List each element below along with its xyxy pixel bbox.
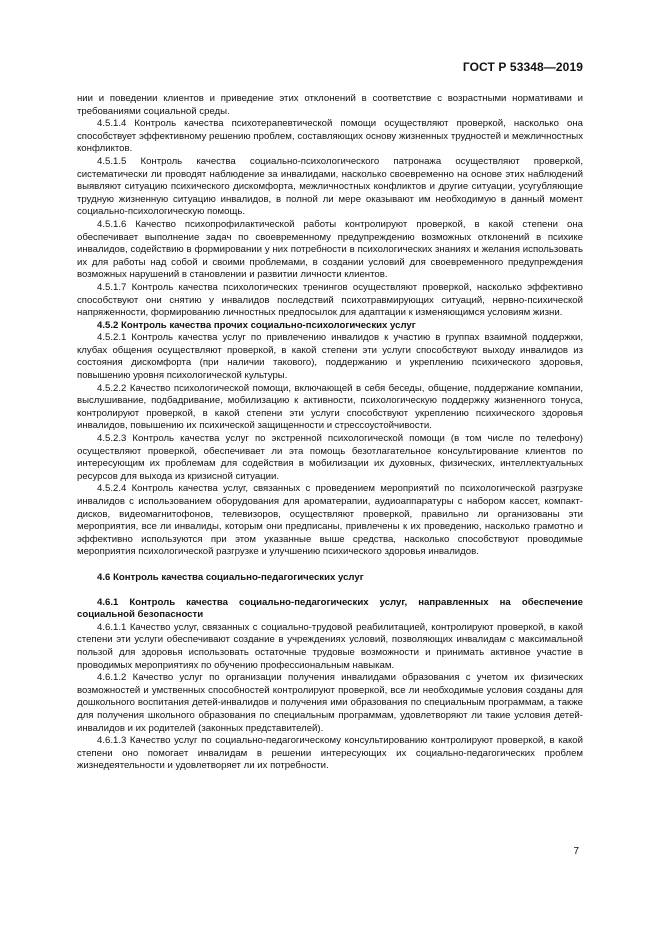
clause-paragraph: 4.5.1.5 Контроль качества социально-психологического патронажа осуществляют проверкой, систематически ли проводят наблюдение за инвалидами, насколько своевременно на основе этих наблюдений выявляют ситуацию психического дискомфорта, межличностных конфликтов и другие ситуации, усугубляющие трудную жизненную ситуацию инвалидов, в полной ли мере оказывают им необходимую в данный момент социально-психологическую помощь. (77, 155, 583, 218)
page-number: 7 (573, 846, 579, 857)
subsection-heading: 4.6.1 Контроль качества социально-педагогических услуг, направленных на обеспечение социальной безопасности (77, 596, 583, 621)
clause-paragraph: 4.5.2.1 Контроль качества услуг по привлечению инвалидов к участию в группах взаимной поддержки, клубах общения осуществляют проверкой, в какой степени эти услуги способствуют выходу инвалидов из состояния дискомфорта (при наличии такового), поддержанию и укреплению психического здоровья, повышению уровня психологической культуры. (77, 332, 583, 382)
clause-paragraph: 4.6.1.1 Качество услуг, связанных с социально-трудовой реабилитацией, контролируют проверкой, в какой степени эти услуги обеспечивают создание в учреждениях условий, позволяющих инвалидам с максимальной пользой для здоровья использовать остаточные трудовые возможности и принимать активное участие в проводимых мероприятиях по обучению профессиональным навыкам. (77, 621, 583, 671)
continued-paragraph: нии и поведении клиентов и приведение этих отклонений в соответствие с возрастными нормативами и требованиями социальной среды. (77, 93, 583, 117)
subsection-heading: 4.5.2 Контроль качества прочих социально-психологических услуг (97, 319, 416, 331)
clause-paragraph: 4.6.1.2 Качество услуг по организации получения инвалидами образования с учетом их физических возможностей и умственных способностей контролируют проверкой, все ли необходимые условия созданы для дошкольного воспитания детей-инвалидов и получения ими образования по специальным программам, а также для получения школьного образования по специальным программам, удовлетворяют ли такие условия детей-инвалидов и их родителей (законных представителей). (77, 672, 583, 734)
clause-paragraph: 4.5.1.6 Качество психопрофилактической работы контролируют проверкой, в какой степени она обеспечивает выполнение задач по своевременному предупреждению возможных отклонений в психике инвалидов, содействию в формировании у них потребности в психологических знаниях и желания использовать их для работы над собой и своими проблемами, в создании условий для своевременного предупреждения возможных нарушений в становлении и развитии личности клиентов. (77, 218, 583, 281)
clause-paragraph: 4.5.2.4 Контроль качества услуг, связанных с проведением мероприятий по психологической разгрузке инвалидов с использованием оборудования для ароматерапии, аудиоаппаратуры с набором кассет, компакт-дисков, видеомагнитофонов, телевизоров, осуществляют проверкой, правильно ли организованы эти мероприятия, все ли инвалиды, которым они предписаны, привлечены к их проведению, насколько грамотно и эффективно используются при этом указанные выше средства, насколько способствуют проводимые мероприятия психологической разгрузке и улучшению психического здоровья инвалидов. (77, 483, 583, 558)
section-heading: 4.6 Контроль качества социально-педагогических услуг (97, 571, 364, 583)
clause-paragraph: 4.5.2.3 Контроль качества услуг по экстренной психологической помощи (в том числе по телефону) осуществляют проверкой, обеспечивает ли эта помощь безотлагательное консультирование клиентов по интересующим их проблемам для содействия в мобилизации их духовных, физических, интеллектуальных ресурсов для выхода из кризисной ситуации. (77, 433, 583, 482)
clause-paragraph: 4.6.1.3 Качество услуг по социально-педагогическому консультированию контролируют проверкой, в какой степени оно помогает инвалидам в решении интересующих их социально-педагогических проблем жизнедеятельности и удовлетворяет ли их потребности. (77, 735, 583, 772)
standard-header: ГОСТ Р 53348—2019 (462, 60, 583, 74)
clause-paragraph: 4.5.2.2 Качество психологической помощи, включающей в себя беседы, общение, поддержание компании, выслушивание, подбадривание, мобилизацию к активности, психологическую поддержку жизненного тонуса, контролируют проверкой, в какой степени эти услуги способствуют укреплению психического здоровья инвалидов, повышению их психической защищенности и стрессоустойчивости. (77, 382, 583, 432)
clause-paragraph: 4.5.1.4 Контроль качества психотерапевтической помощи осуществляют проверкой, насколько она способствует эффективному решению проблем, составляющих основу жизненных трудностей и межличностных конфликтов. (77, 118, 583, 155)
document-body (77, 93, 583, 773)
clause-paragraph: 4.5.1.7 Контроль качества психологических тренингов осуществляют проверкой, насколько эффективно способствуют они снятию у инвалидов последствий психотравмирующих ситуаций, нервно-психической напряженности, формированию личностных предпосылок для адаптации к изменяющимся условиям жизни. (77, 281, 583, 319)
